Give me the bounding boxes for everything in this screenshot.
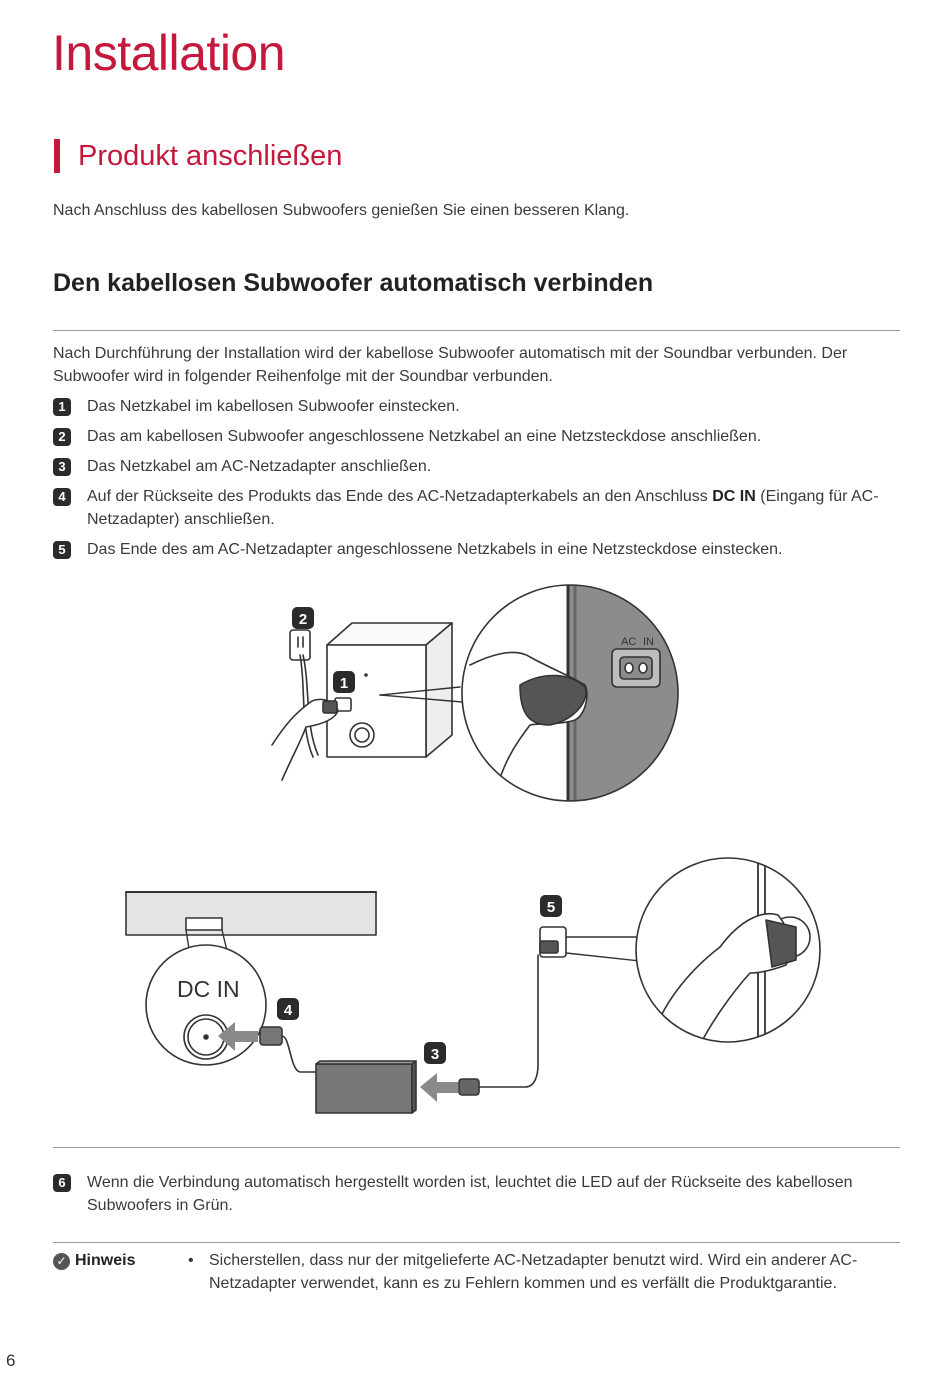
step-text: Das Netzkabel am AC-Netzadapter anschließen.: [87, 458, 432, 475]
bullet: •: [188, 1252, 194, 1269]
marker-label: 5: [546, 899, 556, 916]
marker-3: [424, 1042, 446, 1064]
page-number: 6: [6, 1351, 16, 1370]
sub-heading: Den kabellosen Subwoofer automatisch verbinden: [53, 269, 654, 297]
divider-note: [53, 1242, 900, 1243]
step-number: 1: [53, 398, 71, 416]
step-number: 4: [53, 488, 71, 506]
intro-text: Nach Anschluss des kabellosen Subwoofers genießen Sie einen besseren Klang.: [53, 202, 630, 219]
note-label-text: Hinweis: [75, 1252, 136, 1269]
divider-top: [53, 330, 900, 331]
soundbar-icon: [126, 892, 376, 935]
note-text: Sicherstellen, dass nur der mitgelieferte AC-Netzadapter benutzt wird. Wird ein anderer AC-Netzadapter verwendet, kann es zu Fehlern kommen und es verfällt die Produktgarantie.: [209, 1252, 858, 1292]
step-number: 3: [53, 458, 71, 476]
step-text: [87, 485, 892, 531]
marker-5: [540, 895, 562, 917]
ac-in-zoom-icon: [460, 575, 690, 815]
marker-label: 3: [430, 1046, 440, 1063]
dc-in-label: DC IN: [712, 488, 756, 505]
section-title: Produkt anschließen: [54, 139, 342, 173]
step-text: Das am kabellosen Subwoofer angeschlossene Netzkabel an eine Netzsteckdose anschließen.: [87, 428, 762, 445]
step-number: 6: [53, 1174, 71, 1192]
ac-adapter-icon: [316, 1061, 416, 1113]
step-text-part: (Eingang für AC-Netzadapter) anschließen.: [87, 488, 879, 528]
marker-1: [333, 671, 355, 693]
check-circle-icon: ✓: [53, 1253, 70, 1270]
marker-label: 2: [298, 611, 308, 628]
ac-label: AC: [621, 636, 637, 648]
step-number: 5: [53, 541, 71, 559]
marker-4: [277, 998, 299, 1020]
connection-illustration: [0, 575, 950, 1135]
step-number: 2: [53, 428, 71, 446]
note-label: [53, 1252, 135, 1270]
page-title: Installation: [52, 25, 286, 81]
step-text: Das Netzkabel im kabellosen Subwoofer einstecken.: [87, 398, 460, 415]
dc-in-zoom-label: DC IN: [177, 976, 240, 1002]
marker-2: [292, 607, 314, 629]
marker-label: 4: [283, 1002, 293, 1019]
step-text: Das Ende des am AC-Netzadapter angeschlossene Netzkabels in eine Netzsteckdose einstecken.: [87, 541, 783, 558]
body-text: Nach Durchführung der Installation wird der kabellose Subwoofer automatisch mit der Soundbar verbunden. Der Subwoofer wird in folgender Reihenfolge mit der Soundbar verbunden.: [53, 345, 848, 385]
marker-label: 1: [339, 675, 349, 692]
step-text: Wenn die Verbindung automatisch hergestellt worden ist, leuchtet die LED auf der Rückseite des kabellosen Subwoofers in Grün.: [87, 1174, 853, 1214]
step-text-part: Auf der Rückseite des Produkts das Ende des AC-Netzadapterkabels an den Anschluss: [87, 488, 713, 505]
wall-plug-zoom-icon: [630, 855, 830, 1045]
divider-middle: [53, 1147, 900, 1148]
in-label: IN: [643, 636, 654, 648]
